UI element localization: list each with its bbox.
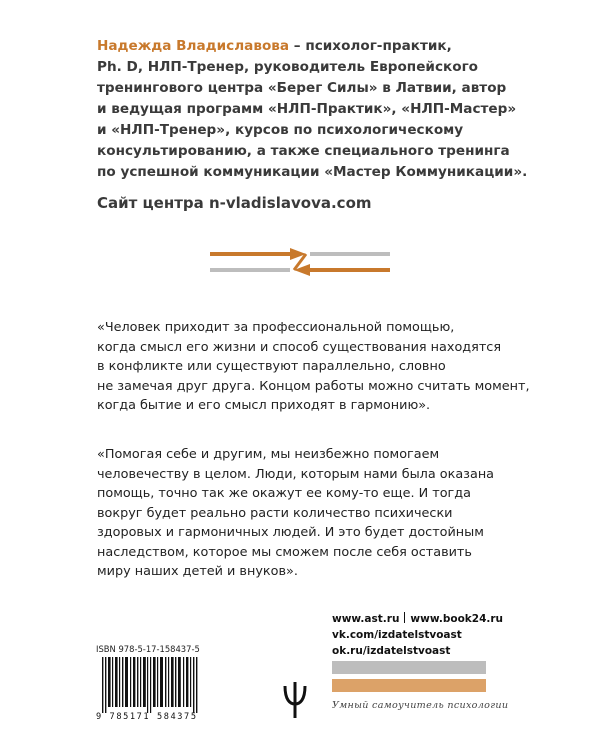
opposing-arrows-icon	[210, 244, 390, 280]
quote-line: «Помогая себе и другим, мы неизбежно помогаем	[97, 447, 440, 462]
link-book24[interactable]: www.book24.ru	[410, 613, 504, 625]
bio-line: – психолог-практик,	[289, 38, 452, 54]
author-name: Надежда Владиславова	[97, 38, 290, 54]
bio-line: по успешной коммуникации «Мастер Коммуникации».	[97, 164, 528, 180]
bio-line: Ph. D, НЛП-Тренер, руководитель Европейского	[97, 59, 479, 75]
quote-line: помощь, точно так же окажут ее кому-то еще. И тогда	[97, 486, 471, 501]
bio-line: тренингового центра «Берег Силы» в Латвии, автор	[97, 80, 507, 96]
isbn: ISBN 978-5-17-158437-5	[96, 644, 200, 654]
link-ok[interactable]: ok.ru/izdatelstvoast	[332, 645, 451, 657]
psi-logo-icon	[282, 680, 308, 720]
quote-1	[97, 318, 567, 416]
bio-line: консультированию, а также специального тренинга	[97, 143, 510, 159]
barcode-icon	[96, 657, 206, 713]
quote-line: в конфликте или существуют параллельно, словно	[97, 359, 446, 374]
barcode-number: 9 785171 584375	[96, 712, 198, 722]
link-vk[interactable]: vk.com/izdatelstvoast	[332, 629, 462, 641]
quote-line: «Человек приходит за профессиональной помощью,	[97, 320, 455, 335]
quote-line: наследством, которое мы сможем после себя оставить	[97, 544, 472, 560]
quote-line: когда бытие и его смысл приходят в гармонию».	[97, 398, 431, 413]
quote-line: когда смысл его жизни и способ существования находятся	[97, 339, 502, 355]
bio-line: и ведущая программ «НЛП-Практик», «НЛП-Мастер»	[97, 101, 517, 117]
quote-line: здоровых и гармоничных людей. И это будет достойным	[97, 525, 484, 540]
center-website[interactable]: Сайт центра n-vladislavova.com	[97, 194, 372, 212]
quote-line: вокруг будет реально расти количество психически	[97, 505, 453, 521]
quote-line: человечеству в целом. Люди, которым нами была оказана	[97, 466, 495, 482]
quote-line: миру наших детей и внуков».	[97, 564, 298, 579]
publisher-links	[332, 611, 503, 659]
link-separator	[404, 612, 405, 623]
link-ast[interactable]: www.ast.ru	[332, 613, 400, 625]
quote-2	[97, 445, 567, 582]
quote-line: не замечая друг друга. Концом работы можно считать момент,	[97, 378, 530, 394]
author-bio	[97, 36, 567, 183]
series-bar-gray	[332, 661, 486, 674]
bio-line: и «НЛП-Тренер», курсов по психологическому	[97, 122, 464, 138]
series-bar-orange	[332, 679, 486, 692]
series-title: Умный самоучитель психологии	[332, 700, 509, 711]
